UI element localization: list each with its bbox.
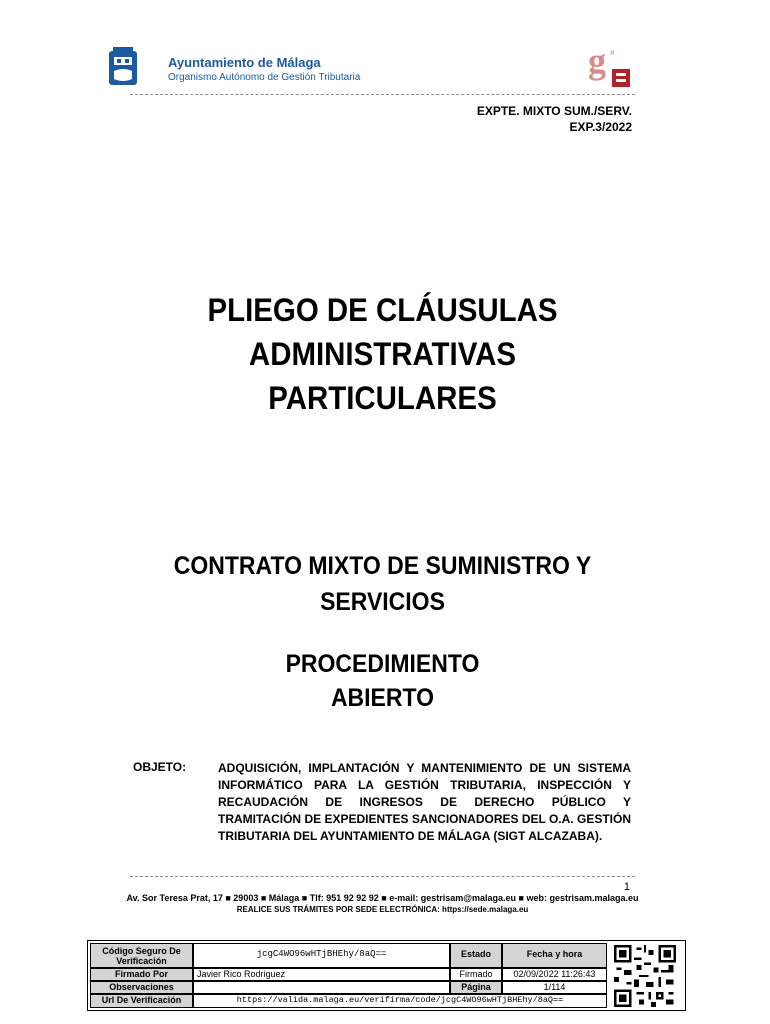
title-line: ADMINISTRATIVAS (248, 336, 517, 372)
observaciones-label: Observaciones (90, 981, 193, 994)
page-number: 1 (623, 881, 630, 893)
svg-text:°: ° (610, 48, 615, 62)
verification-url-link[interactable]: https://valida.malaga.eu/verifirma/code/jcgC4WO96wHTjBHEhy/8aQ== (193, 994, 607, 1008)
estado-value: Firmado (450, 968, 502, 981)
org-name: Ayuntamiento de Málaga (168, 55, 321, 70)
fecha-value: 02/09/2022 11:26:43 (502, 968, 607, 981)
org-subtitle: Organismo Autónomo de Gestión Tributaria (168, 72, 361, 83)
footer-sede: REALICE SUS TRÁMITES POR SEDE ELECTRÓNICA: https://sede.malaga.eu (236, 905, 529, 914)
ayuntamiento-logo (107, 47, 163, 87)
expediente-ref (477, 103, 632, 135)
procedure-title-line: ABIERTO (330, 684, 435, 712)
objeto-text: ADQUISICIÓN, IMPLANTACIÓN Y MANTENIMIENTO DE UN SISTEMA INFORMÁTICO PARA LA GESTIÓN TRIBUTARIA, INSPECCIÓN Y RECAUDACIÓN DE INGRESOS DE DERECHO PÚBLICO Y TRAMITACIÓN DE EXPEDIENTES SANCIONADORES DEL O.A. GESTIÓN TRIBUTARIA DEL AYUNTAMIENTO DE MÁLAGA (SIGT ALCAZABA). (218, 761, 631, 843)
expediente-line-2: EXP.3/2022 (569, 120, 632, 134)
firmado-por-label: Firmado Por (90, 968, 193, 981)
gestrisam-logo (586, 45, 632, 89)
title-line: PLIEGO DE CLÁUSULAS (207, 292, 558, 328)
code-label: Código Seguro De Verificación (90, 943, 193, 968)
verification-box (87, 940, 686, 1011)
pagina-label: Página (450, 981, 502, 994)
code-value: jcgC4WO96wHTjBHEhy/8aQ== (193, 943, 450, 968)
pagina-value: 1/114 (502, 981, 607, 994)
firmado-por-value: Javier Rico Rodriguez (193, 968, 450, 981)
contract-title-line: SERVICIOS (320, 588, 445, 616)
contract-title-line: CONTRATO MIXTO DE SUMINISTRO Y (173, 552, 592, 580)
estado-label: Estado (450, 943, 502, 968)
procedure-title-line: PROCEDIMIENTO (285, 650, 480, 678)
fecha-label: Fecha y hora (502, 943, 607, 968)
expediente-line-1: EXPTE. MIXTO SUM./SERV. (476, 104, 632, 118)
svg-text:g: g (588, 45, 606, 81)
document-title (123, 288, 643, 420)
observaciones-value (193, 981, 450, 994)
url-label: Url De Verificación (90, 994, 193, 1008)
title-line: PARTICULARES (268, 380, 497, 416)
header-divider (130, 94, 635, 95)
footer-divider (130, 876, 635, 877)
qr-code-icon[interactable] (614, 945, 676, 1007)
footer-address: Av. Sor Teresa Prat, 17 ■ 29003 ■ Málaga ■ Tlf: 951 92 92 92 ■ e-mail: gestrisam@malaga.eu ■ web: gestrisam.malaga.eu (126, 893, 639, 903)
procedure-title (123, 647, 643, 715)
contract-title (123, 548, 643, 620)
objeto-label: OBJETO: (133, 760, 187, 774)
